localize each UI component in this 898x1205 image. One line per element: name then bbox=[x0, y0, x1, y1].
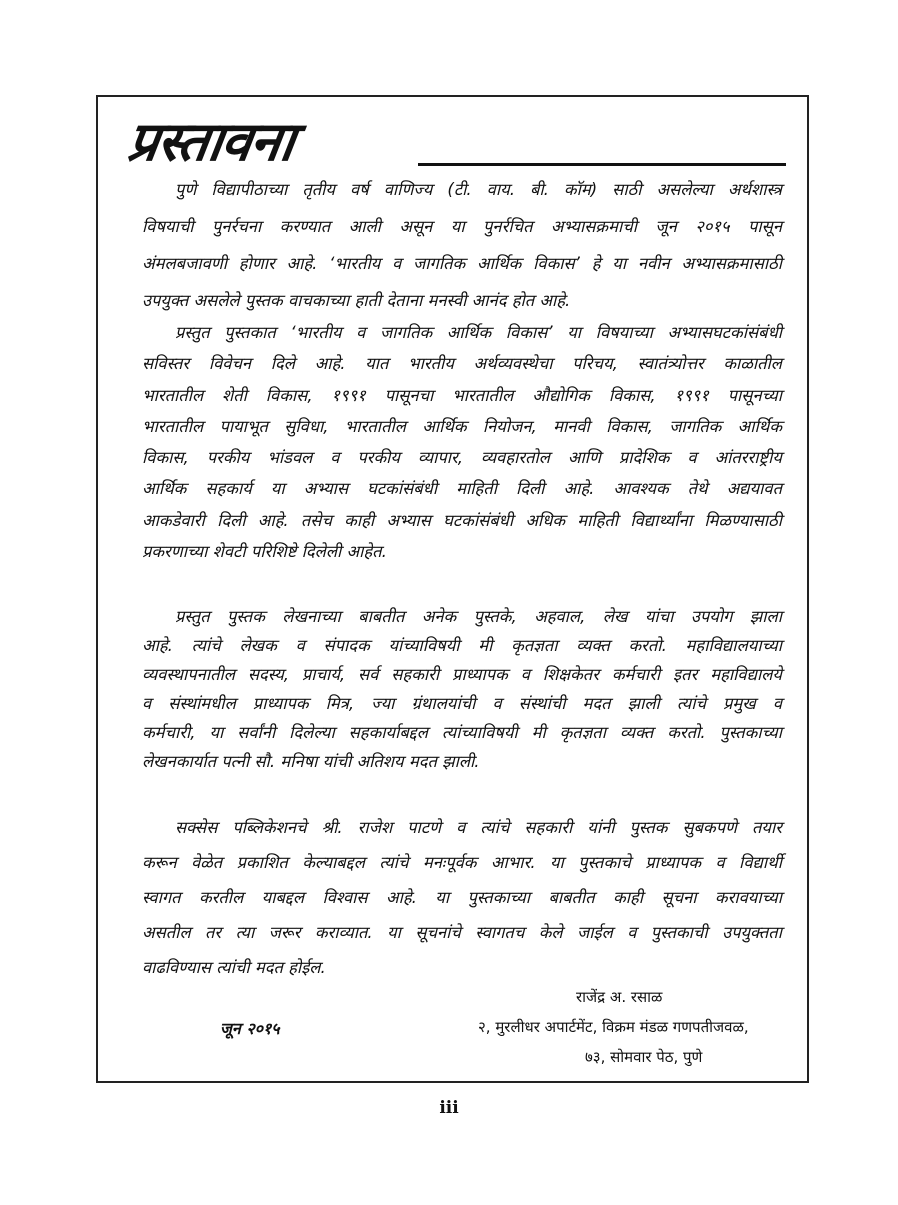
text-line: अंमलबजावणी होणार आहे. ‘भारतीय व जागतिक आर्थिक विकास’ हे या नवीन अभ्यासक्रमासाठी bbox=[142, 254, 782, 273]
paragraph-1 bbox=[142, 171, 782, 319]
text-line: आर्थिक सहकार्य या अभ्यास घटकांसंबंधी माहिती दिली आहे. आवश्यक तेथे अद्ययावत bbox=[142, 479, 782, 499]
page-title: प्रस्तावना bbox=[123, 110, 298, 173]
date: जून २०१५ bbox=[220, 1019, 280, 1038]
text-line: सविस्तर विवेचन दिले आहे. यात भारतीय अर्थव्यवस्थेचा परिचय, स्वातंत्र्योत्तर काळातील bbox=[142, 354, 782, 374]
text-line: पुणे विद्यापीठाच्या तृतीय वर्ष वाणिज्य (टी. वाय. बी. कॉम) साठी असलेल्या अर्थशास्त्र bbox=[175, 180, 782, 199]
text-line: व्यवस्थापनातील सदस्य, प्राचार्य, सर्व सहकारी प्राध्यापक व शिक्षकेतर कर्मचारी इतर महाविद्यालये bbox=[142, 665, 782, 684]
text-line: असतील तर त्या जरूर कराव्यात. या सूचनांचे स्वागतच केले जाईल व पुस्तकाची उपयुक्तता bbox=[142, 923, 782, 942]
text-line: कर्मचारी, या सर्वांनी दिलेल्या सहकार्याबद्दल त्यांच्याविषयी मी कृतज्ञता व्यक्त करतो. पुस्तकाच्या bbox=[142, 723, 782, 742]
text-line: वाढविण्यास त्यांची मदत होईल. bbox=[142, 958, 326, 977]
address-line-1: २, मुरलीधर अपार्टमेंट, विक्रम मंडळ गणपतीजवळ, bbox=[478, 1018, 749, 1036]
title-underline bbox=[418, 163, 786, 166]
text-line: लेखनकार्यात पत्नी सौ. मनिषा यांची अतिशय मदत झाली. bbox=[142, 752, 480, 771]
text-line: प्रस्तुत पुस्तक लेखनाच्या बाबतीत अनेक पुस्तके, अहवाल, लेख यांचा उपयोग झाला bbox=[175, 607, 782, 626]
text-line: विषयाची पुनर्रचना करण्यात आली असून या पुनर्रचित अभ्यासक्रमाची जून २०१५ पासून bbox=[142, 217, 782, 236]
paragraph-2 bbox=[142, 317, 782, 567]
text-line: प्रस्तुत पुस्तकात ‘भारतीय व जागतिक आर्थिक विकास’ या विषयाच्या अभ्यासघटकांसंबंधी bbox=[175, 323, 782, 342]
text-line: करून वेळेत प्रकाशित केल्याबद्दल त्यांचे मनःपूर्वक आभार. या पुस्तकाचे प्राध्यापक व विद्यार्थी bbox=[142, 853, 782, 872]
text-line: प्रकरणाच्या शेवटी परिशिष्टे दिलेली आहेत. bbox=[142, 542, 387, 562]
text-line: विकास, परकीय भांडवल व परकीय व्यापार, व्यवहारतोल आणि प्रादेशिक व आंतरराष्ट्रीय bbox=[142, 448, 782, 468]
text-line: स्वागत करतील याबद्दल विश्वास आहे. या पुस्तकाच्या बाबतीत काही सूचना करावयाच्या bbox=[142, 888, 782, 907]
text-line: सक्सेस पब्लिकेशनचे श्री. राजेश पाटणे व त्यांचे सहकारी यांनी पुस्तक सुबकपणे तयार bbox=[175, 818, 782, 837]
text-line: भारतातील पायाभूत सुविधा, भारतातील आर्थिक नियोजन, मानवी विकास, जागतिक आर्थिक bbox=[142, 416, 782, 436]
page-number: iii bbox=[439, 1098, 459, 1118]
paragraph-3 bbox=[142, 602, 782, 776]
author-name: राजेंद्र अ. रसाळ bbox=[576, 988, 663, 1006]
text-line: आहे. त्यांचे लेखक व संपादक यांच्याविषयी मी कृतज्ञता व्यक्त करतो. महाविद्यालयाच्या bbox=[142, 636, 782, 655]
text-line: व संस्थांमधील प्राध्यापक मित्र, ज्या ग्रंथालयांची व संस्थांची मदत झाली त्यांचे प्रमुख व bbox=[142, 694, 782, 713]
paragraph-4 bbox=[142, 810, 782, 985]
text-line: उपयुक्त असलेले पुस्तक वाचकाच्या हाती देताना मनस्वी आनंद होत आहे. bbox=[142, 291, 571, 310]
address-line-2: ७३, सोमवार पेठ, पुणे bbox=[585, 1048, 703, 1066]
text-line: भारतातील शेती विकास, १९९१ पासूनचा भारतातील औद्योगिक विकास, १९९१ पासूनच्या bbox=[142, 385, 782, 405]
text-line: आकडेवारी दिली आहे. तसेच काही अभ्यास घटकांसंबंधी अधिक माहिती विद्यार्थ्यांना मिळण्यासाठी bbox=[142, 510, 782, 530]
